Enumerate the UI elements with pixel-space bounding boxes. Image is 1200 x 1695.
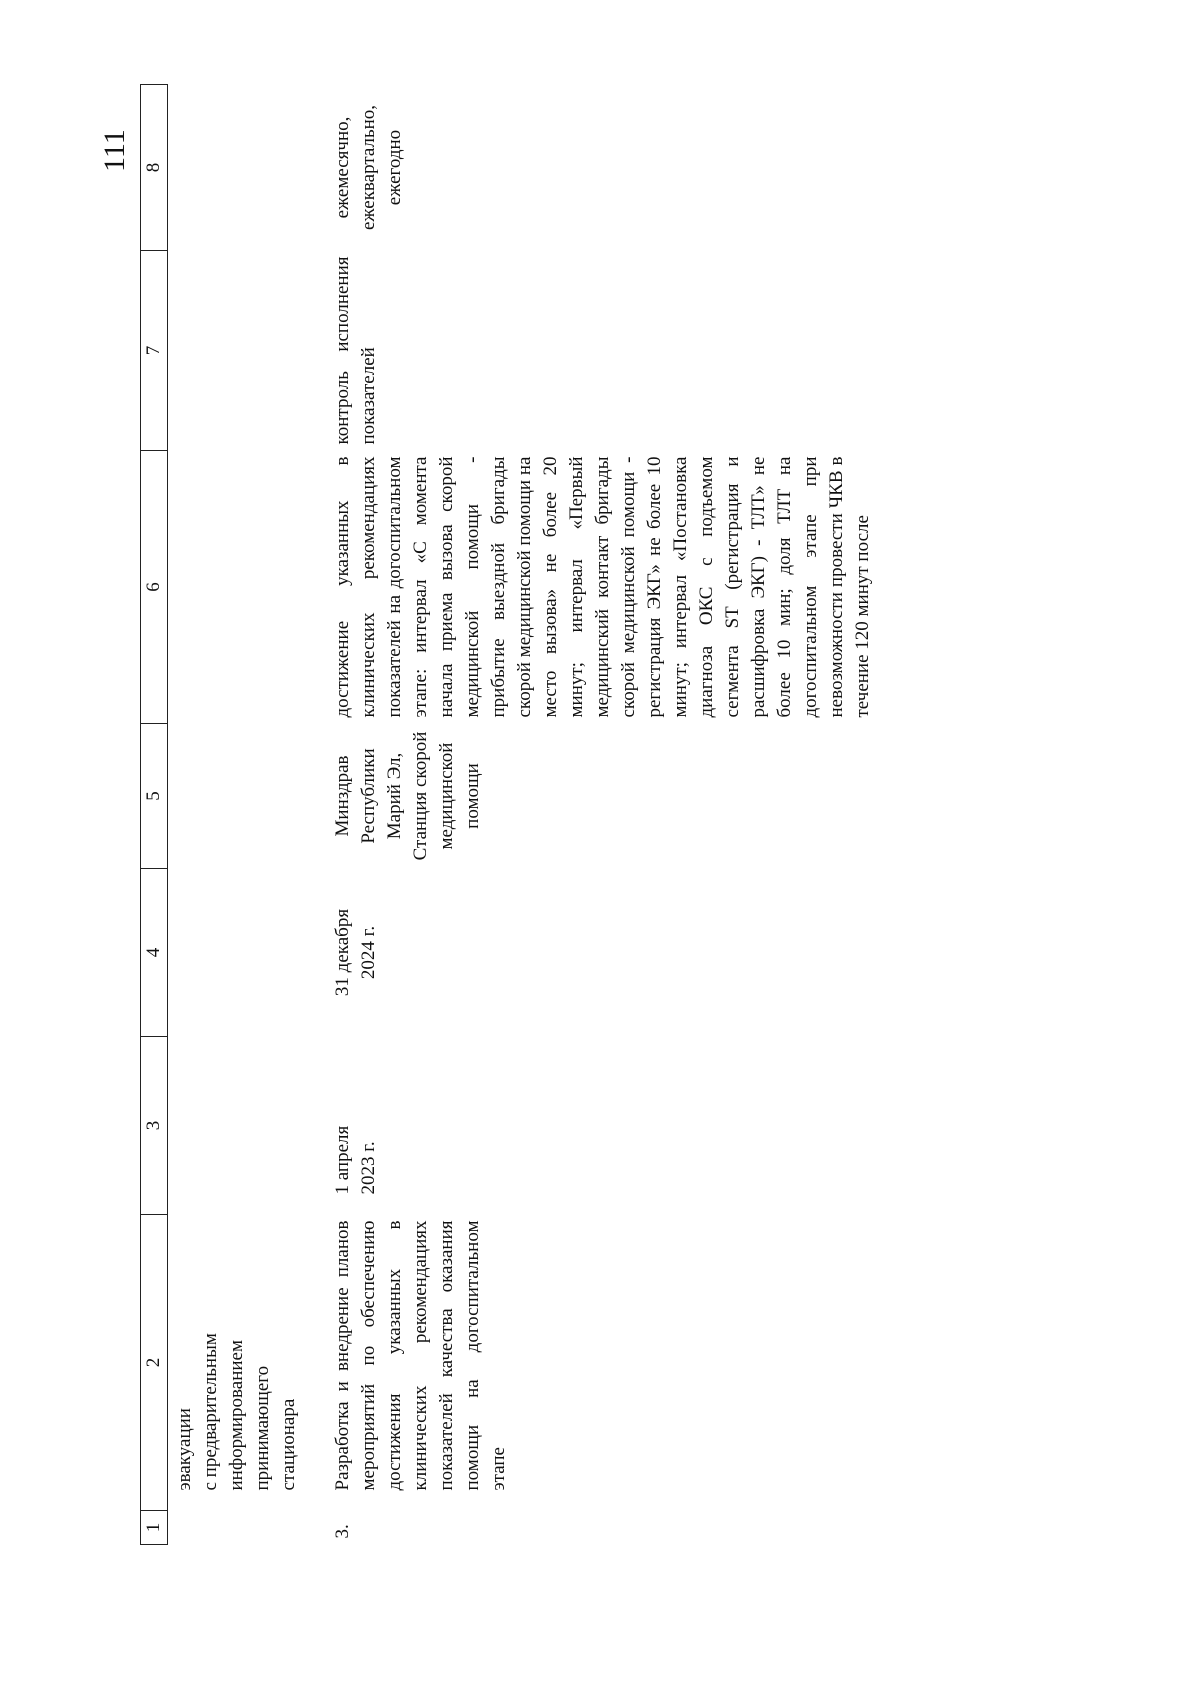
text-line: информированием [226,1340,247,1491]
start-date: 1 апреля 2023 г. [332,1125,379,1195]
text-line: эвакуации [174,1408,195,1491]
col-header-5: 5 [141,724,168,869]
col-header-4: 4 [141,869,168,1037]
text-line: принимающего [252,1365,273,1491]
target-indicators: достижение указанных в клинических рекомендациях показателей на догоспитальном этапе: интервал «С момента начала приема вызова скорой медицинской помощи - прибытие выездной бригады скорой медицинской помощи на место вызова» не более 20 минут; интервал «Первый медицинский контакт бригады скорой медицинской помощи - регистрация ЭКГ» не более 10 минут; интервал «Постановка диагноза ОКС с подъемом сегмента ST (регистрация и расшифровка ЭКГ) - ТЛТ» не более 10 мин; доля ТЛТ на догоспитальном этапе при невозможности провести ЧКВ в течение 120 минут после [332,456,873,718]
continuation-row [168,85,307,1545]
row-number: 3. [332,1524,353,1539]
col-header-6: 6 [141,451,168,724]
responsible: Минздрав Республики Марий Эл, Станция скорой медицинской помощи [332,731,483,861]
reporting-frequency: ежемесячно, ежеквартально, ежегодно [332,104,405,231]
page-number: 111 [98,129,131,172]
table-row [306,85,880,1545]
text-line: с предварительным [200,1333,221,1491]
col-header-1: 1 [141,1511,168,1545]
col-header-2: 2 [141,1215,168,1511]
continuation-text [168,1215,307,1511]
column-number-row [141,85,168,1545]
control-method: контроль исполнения показателей [332,256,379,445]
measures-table [140,84,880,1545]
rotated-page [140,85,1090,1545]
measure-description: Разработка и внедрение планов мероприятий по обеспечению достижения указанных в клинических рекомендациях показателей качества оказания помощи на догоспитальном этапе [332,1220,509,1491]
text-line: стационара [278,1398,299,1491]
col-header-8: 8 [141,85,168,251]
end-date: 31 декабря 2024 г. [332,908,379,997]
col-header-3: 3 [141,1037,168,1215]
col-header-7: 7 [141,251,168,451]
